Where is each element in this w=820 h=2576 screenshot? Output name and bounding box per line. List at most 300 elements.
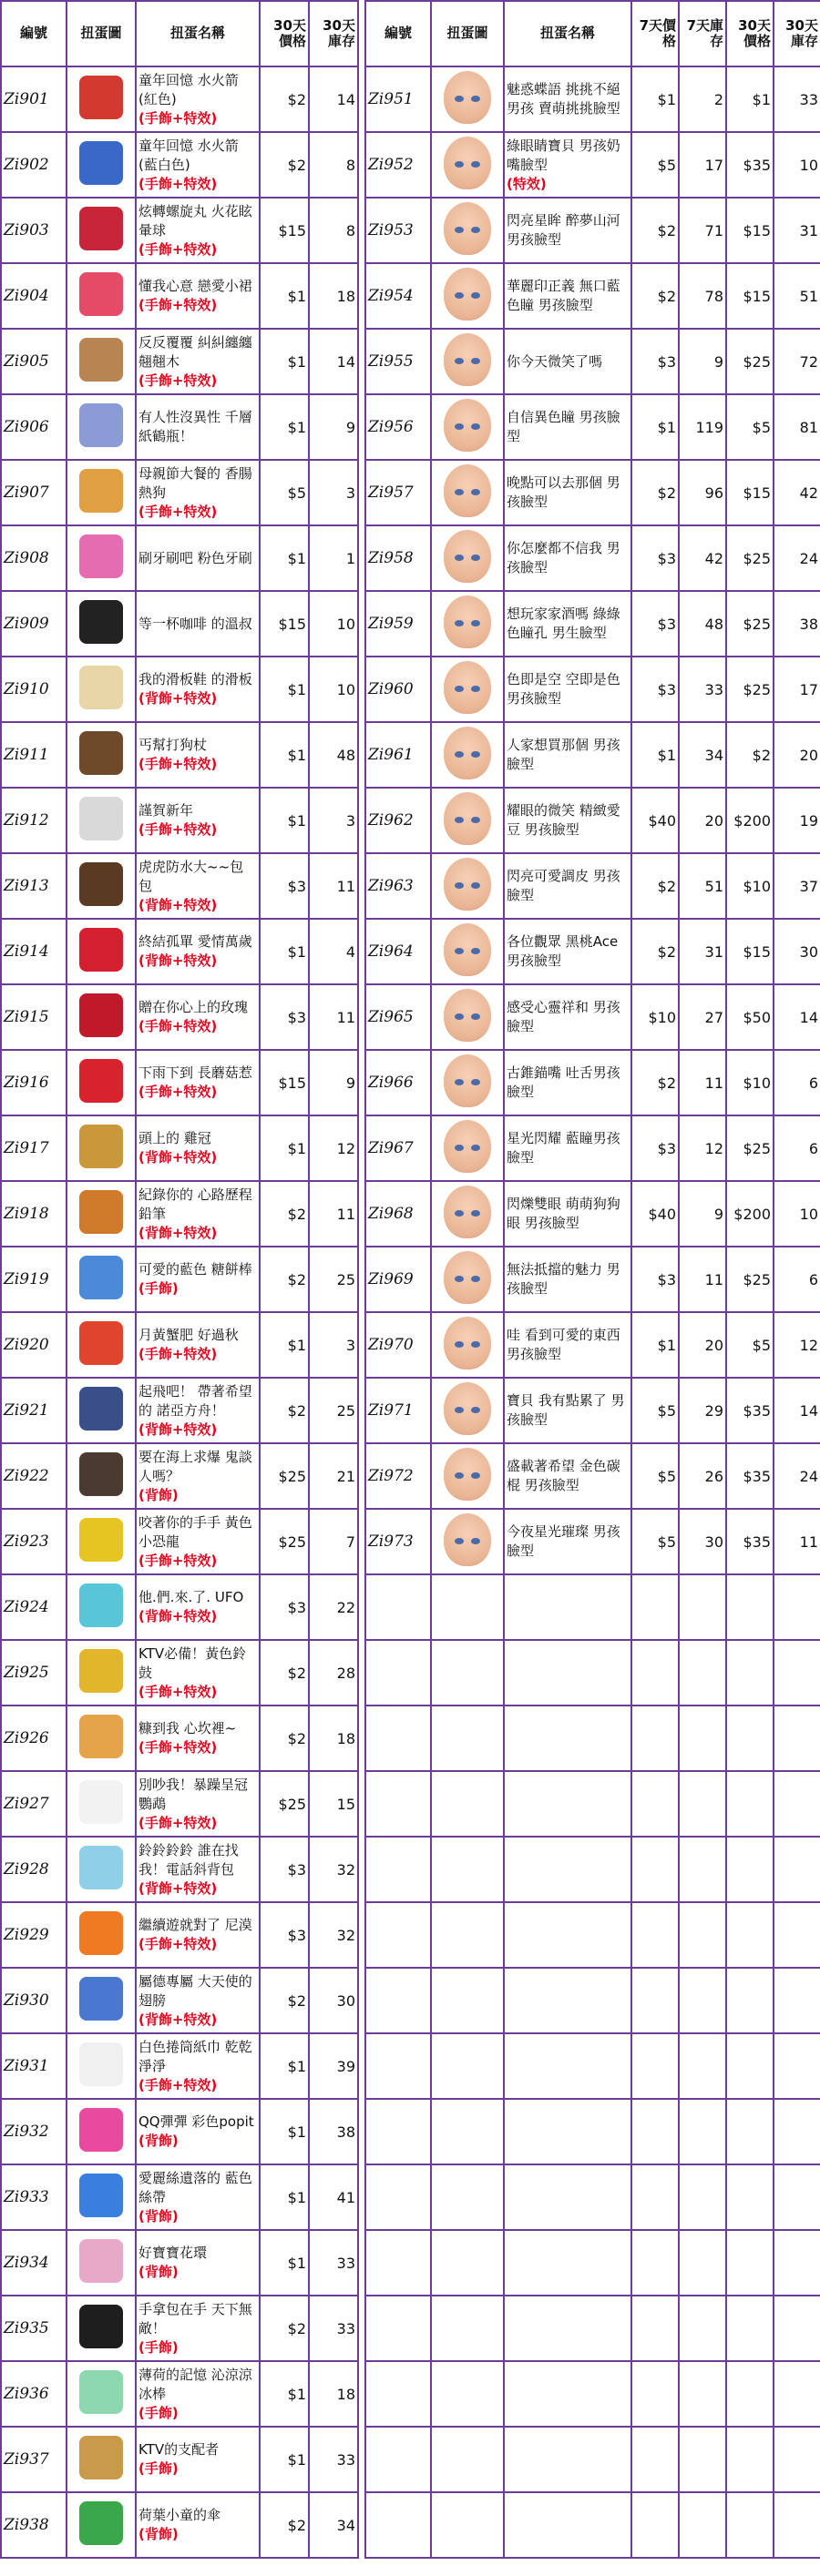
empty-row <box>365 1574 820 1640</box>
item-code: Zi956 <box>365 394 431 460</box>
price-7: $3 <box>631 1247 679 1312</box>
price-7: $10 <box>631 984 679 1050</box>
item-code: Zi952 <box>365 132 431 198</box>
item-name-cell <box>136 2361 260 2427</box>
item-image-cell <box>431 132 504 198</box>
table-row <box>1 1509 358 1574</box>
item-image-cell <box>67 2033 136 2099</box>
stock-30: 18 <box>309 263 358 329</box>
item-name-cell <box>136 722 260 788</box>
item-code: Zi904 <box>1 263 67 329</box>
table-row <box>1 1968 358 2033</box>
price-7: $40 <box>631 1181 679 1247</box>
table-row <box>1 1050 358 1115</box>
item-name: 人家想買那個 男孩臉型 <box>507 737 620 772</box>
empty-cell <box>365 2427 431 2492</box>
empty-cell <box>365 2296 431 2361</box>
price-30: $1 <box>260 525 309 591</box>
item-code: Zi901 <box>1 66 67 132</box>
cup-noodle-icon <box>79 1715 123 1758</box>
empty-cell <box>431 2164 504 2230</box>
item-name: 白色捲筒紙巾 乾乾淨淨 <box>138 2038 252 2074</box>
price-30: $2 <box>260 132 309 198</box>
item-type-tag: (背飾) <box>138 2207 179 2225</box>
item-name: 月黃蟹肥 好過秋 <box>138 1327 239 1343</box>
item-image-cell <box>431 1050 504 1115</box>
ktv-remote-icon <box>79 2436 123 2479</box>
item-name: 鈴鈴鈴鈴 誰在找我！電話斜背包 <box>138 1841 239 1878</box>
item-name: 等一杯咖啡 的溫叔 <box>138 615 252 632</box>
item-code: Zi930 <box>1 1968 67 2033</box>
item-name-cell <box>136 525 260 591</box>
item-type-tag: (手飾+特效) <box>138 1084 218 1100</box>
stock-30: 24 <box>774 1443 820 1509</box>
item-image-cell <box>431 198 504 263</box>
tambourine-icon <box>79 1649 123 1693</box>
table-row <box>1 132 358 198</box>
stock-7: 12 <box>679 1115 726 1181</box>
table-row <box>365 853 820 919</box>
item-type-tag: (手飾) <box>138 2404 179 2421</box>
price-30: $25 <box>260 1509 309 1574</box>
item-code: Zi973 <box>365 1509 431 1574</box>
table-row <box>365 1247 820 1312</box>
face-icon <box>444 333 491 386</box>
stock-30: 11 <box>309 1181 358 1247</box>
empty-cell <box>631 1837 679 1902</box>
item-code: Zi967 <box>365 1115 431 1181</box>
item-name: 繼續遊就對了 尼漠 <box>138 1917 252 1933</box>
item-name: 母親節大餐的 香腸熱狗 <box>138 464 252 501</box>
face-icon <box>444 858 491 911</box>
price-30: $1 <box>260 1115 309 1181</box>
face-icon <box>444 661 491 714</box>
stock-30: 20 <box>774 722 820 788</box>
table-row <box>1 394 358 460</box>
item-code: Zi924 <box>1 1574 67 1640</box>
face-icon <box>444 1317 491 1369</box>
item-name: 贈在你心上的玫瑰 <box>138 999 249 1015</box>
stock-30: 30 <box>309 1968 358 2033</box>
empty-row <box>365 1705 820 1771</box>
item-name-cell <box>136 1115 260 1181</box>
price-7: $3 <box>631 657 679 722</box>
stock-7: 78 <box>679 263 726 329</box>
item-name: 終結孤單 愛情萬歲 <box>138 933 252 950</box>
new-year-card-icon <box>79 797 123 840</box>
item-name-cell <box>504 591 631 657</box>
item-type-tag: (手飾) <box>138 2460 179 2477</box>
header-code: 編號 <box>365 1 431 66</box>
empty-cell <box>726 1771 774 1837</box>
item-name-cell <box>136 591 260 657</box>
item-code: Zi971 <box>365 1378 431 1443</box>
coffee-mug-icon <box>79 600 123 644</box>
item-type-tag: (背飾+特效) <box>138 896 218 913</box>
empty-cell <box>774 1968 820 2033</box>
item-code: Zi908 <box>1 525 67 591</box>
item-code: Zi931 <box>1 2033 67 2099</box>
item-name-cell <box>504 1050 631 1115</box>
empty-cell <box>631 2033 679 2099</box>
angel-wings-icon <box>79 1977 123 2021</box>
stock-30: 48 <box>309 722 358 788</box>
stock-7: 11 <box>679 1247 726 1312</box>
ufo-icon <box>79 1583 123 1627</box>
empty-cell <box>726 2230 774 2296</box>
table-row <box>365 198 820 263</box>
item-code: Zi966 <box>365 1050 431 1115</box>
item-name-cell <box>504 1115 631 1181</box>
cockatoo-icon <box>79 1780 123 1824</box>
empty-cell <box>774 2230 820 2296</box>
item-type-tag: (手飾+特效) <box>138 1346 218 1362</box>
price-7: $5 <box>631 1443 679 1509</box>
item-type-tag: (手飾+特效) <box>138 1018 218 1034</box>
item-type-tag: (手飾+特效) <box>138 1739 218 1756</box>
empty-cell <box>679 1574 726 1640</box>
stock-30: 18 <box>309 1705 358 1771</box>
tissue-roll-icon <box>79 2042 123 2086</box>
face-pacifier-icon <box>444 137 491 189</box>
blue-bow-icon <box>79 2174 123 2217</box>
price-30: $25 <box>260 1443 309 1509</box>
empty-cell <box>431 2230 504 2296</box>
empty-cell <box>504 1640 631 1705</box>
item-name-cell <box>504 394 631 460</box>
item-code: Zi972 <box>365 1443 431 1509</box>
item-type-tag: (背飾+特效) <box>138 1149 218 1166</box>
empty-cell <box>679 1771 726 1837</box>
item-image-cell <box>67 198 136 263</box>
clutch-bag-icon <box>79 2305 123 2348</box>
stock-7: 20 <box>679 788 726 853</box>
empty-cell <box>631 1640 679 1705</box>
empty-cell <box>726 2296 774 2361</box>
empty-cell <box>504 2492 631 2558</box>
empty-cell <box>631 1902 679 1968</box>
item-type-tag: (背飾+特效) <box>138 690 218 707</box>
item-image-cell <box>67 1115 136 1181</box>
item-name-cell <box>504 460 631 525</box>
stock-7: 34 <box>679 722 726 788</box>
item-name: 炫轉螺旋丸 火花眩暈球 <box>138 202 252 239</box>
rose-icon <box>79 993 123 1037</box>
item-code: Zi902 <box>1 132 67 198</box>
price-30: $1 <box>260 2230 309 2296</box>
price-30: $3 <box>260 1902 309 1968</box>
empty-cell <box>365 1574 431 1640</box>
item-name-cell <box>136 2230 260 2296</box>
stock-7: 9 <box>679 329 726 394</box>
item-name-cell <box>136 1443 260 1509</box>
item-name-cell <box>136 1705 260 1771</box>
item-name: 愛麗絲遺落的 藍色絲帶 <box>138 2169 252 2205</box>
face-icon <box>444 923 491 976</box>
table-row <box>1 2230 358 2296</box>
price-30: $3 <box>260 984 309 1050</box>
item-code: Zi958 <box>365 525 431 591</box>
item-name: 各位觀眾 黑桃Ace 男孩臉型 <box>507 933 619 969</box>
empty-cell <box>726 1574 774 1640</box>
table-row <box>1 66 358 132</box>
empty-row <box>365 2033 820 2099</box>
item-image-cell <box>431 525 504 591</box>
pencil-icon <box>79 1190 123 1234</box>
item-image-cell <box>431 1509 504 1574</box>
phone-bag-icon <box>79 1846 123 1889</box>
item-image-cell <box>431 263 504 329</box>
item-image-cell <box>431 1312 504 1378</box>
empty-cell <box>679 2361 726 2427</box>
item-image-cell <box>67 1443 136 1509</box>
empty-cell <box>365 1902 431 1968</box>
stock-7: 2 <box>679 66 726 132</box>
table-row <box>1 1705 358 1771</box>
empty-cell <box>726 1902 774 1968</box>
stock-30: 28 <box>309 1640 358 1705</box>
header-price-7: 7天價格 <box>631 1 679 66</box>
item-type-tag: (手飾+特效) <box>138 756 218 772</box>
table-row <box>365 329 820 394</box>
rocket-red-icon <box>79 76 123 119</box>
empty-cell <box>365 1771 431 1837</box>
stock-30: 21 <box>309 1443 358 1509</box>
stock-30: 8 <box>309 198 358 263</box>
item-image-cell <box>67 984 136 1050</box>
price-30: $200 <box>726 788 774 853</box>
item-name-cell <box>136 2164 260 2230</box>
empty-cell <box>774 1705 820 1771</box>
item-name: 虎虎防水大~~包包 <box>138 858 244 894</box>
lotus-leaf-icon <box>79 2501 123 2545</box>
empty-row <box>365 1837 820 1902</box>
item-name-cell <box>136 66 260 132</box>
empty-cell <box>431 1640 504 1705</box>
item-name: 盛載著希望 金色碳棍 男孩臉型 <box>507 1458 620 1493</box>
item-image-cell <box>431 722 504 788</box>
doll-icon <box>79 1452 123 1496</box>
stock-7: 17 <box>679 132 726 198</box>
item-name-cell <box>136 1640 260 1705</box>
stock-30: 6 <box>774 1115 820 1181</box>
item-name: 閃亮可愛調皮 男孩臉型 <box>507 868 620 903</box>
stock-30: 14 <box>309 66 358 132</box>
price-30: $2 <box>260 1968 309 2033</box>
item-code: Zi905 <box>1 329 67 394</box>
stock-30: 33 <box>309 2427 358 2492</box>
table-row <box>365 657 820 722</box>
empty-cell <box>726 1837 774 1902</box>
empty-cell <box>365 2164 431 2230</box>
item-code: Zi906 <box>1 394 67 460</box>
stock-7: 20 <box>679 1312 726 1378</box>
empty-cell <box>631 1771 679 1837</box>
table-row <box>1 1902 358 1968</box>
price-30: $35 <box>726 1378 774 1443</box>
table-row <box>1 2361 358 2427</box>
stock-7: 119 <box>679 394 726 460</box>
item-name-cell <box>504 657 631 722</box>
empty-cell <box>631 2427 679 2492</box>
item-type-tag: (背飾+特效) <box>138 2011 218 2028</box>
empty-cell <box>504 1705 631 1771</box>
spaceship-icon <box>79 1387 123 1431</box>
item-image-cell <box>67 2230 136 2296</box>
table-row <box>1 2492 358 2558</box>
item-name-cell <box>136 2033 260 2099</box>
item-code: Zi951 <box>365 66 431 132</box>
item-name: 感受心靈祥和 男孩臉型 <box>507 999 620 1034</box>
table-row <box>1 1837 358 1902</box>
empty-cell <box>431 1771 504 1837</box>
item-code: Zi959 <box>365 591 431 657</box>
table-row <box>1 2033 358 2099</box>
empty-row <box>365 1771 820 1837</box>
empty-cell <box>504 2099 631 2164</box>
empty-row <box>365 1640 820 1705</box>
table-row <box>1 1574 358 1640</box>
stock-30: 14 <box>309 329 358 394</box>
dinosaur-icon <box>79 1518 123 1562</box>
empty-cell <box>504 2164 631 2230</box>
stock-30: 34 <box>309 2492 358 2558</box>
item-name-cell <box>136 1312 260 1378</box>
left-gacha-table <box>0 0 359 2559</box>
price-30: $5 <box>726 1312 774 1378</box>
empty-cell <box>431 2492 504 2558</box>
item-code: Zi932 <box>1 2099 67 2164</box>
price-7: $2 <box>631 853 679 919</box>
empty-cell <box>431 1574 504 1640</box>
table-row <box>365 1050 820 1115</box>
face-icon <box>444 989 491 1042</box>
stock-30: 3 <box>309 788 358 853</box>
header-stock-30: 30天庫存 <box>309 1 358 66</box>
table-row <box>365 1443 820 1509</box>
stock-30: 11 <box>309 853 358 919</box>
table-row <box>1 329 358 394</box>
stock-30: 24 <box>774 525 820 591</box>
item-name-cell <box>136 984 260 1050</box>
price-30: $35 <box>726 1509 774 1574</box>
price-7: $1 <box>631 394 679 460</box>
empty-cell <box>365 2492 431 2558</box>
stock-30: 31 <box>774 198 820 263</box>
empty-row <box>365 2296 820 2361</box>
item-code: Zi965 <box>365 984 431 1050</box>
item-image-cell <box>67 525 136 591</box>
item-image-cell <box>67 460 136 525</box>
right-gacha-table <box>364 0 820 2559</box>
seesaw-icon <box>79 338 123 382</box>
empty-cell <box>631 2230 679 2296</box>
item-code: Zi964 <box>365 919 431 984</box>
table-row <box>1 788 358 853</box>
price-30: $35 <box>726 132 774 198</box>
stock-30: 39 <box>309 2033 358 2099</box>
table-row <box>1 1312 358 1378</box>
empty-cell <box>631 1705 679 1771</box>
face-icon <box>444 202 491 255</box>
item-code: Zi936 <box>1 2361 67 2427</box>
item-type-tag: (手飾+特效) <box>138 1683 218 1700</box>
empty-cell <box>431 1705 504 1771</box>
item-code: Zi911 <box>1 722 67 788</box>
price-30: $2 <box>260 2296 309 2361</box>
price-30: $1 <box>260 1312 309 1378</box>
stock-30: 18 <box>309 2361 358 2427</box>
empty-cell <box>365 1705 431 1771</box>
stock-30: 10 <box>309 657 358 722</box>
empty-cell <box>365 2033 431 2099</box>
price-7: $5 <box>631 132 679 198</box>
item-name: 荷葉小童的傘 <box>138 2507 221 2523</box>
price-30: $25 <box>726 329 774 394</box>
item-image-cell <box>67 1181 136 1247</box>
empty-row <box>365 2099 820 2164</box>
face-icon <box>444 727 491 779</box>
price-7: $2 <box>631 1050 679 1115</box>
table-row <box>1 853 358 919</box>
item-name: 閃亮星眸 醉夢山河 男孩臉型 <box>507 212 620 248</box>
item-image-cell <box>67 919 136 984</box>
stock-30: 41 <box>309 2164 358 2230</box>
empty-cell <box>504 1771 631 1837</box>
empty-cell <box>679 1640 726 1705</box>
item-image-cell <box>431 591 504 657</box>
item-name-cell <box>504 984 631 1050</box>
item-type-tag: (手飾+特效) <box>138 1936 218 1952</box>
item-name: 反反覆覆 糾糾纏纏 翹翹木 <box>138 333 252 370</box>
item-name: 自信異色瞳 男孩臉型 <box>507 409 620 444</box>
price-30: $3 <box>260 1837 309 1902</box>
table-row <box>365 919 820 984</box>
item-name-cell <box>136 919 260 984</box>
table-row <box>365 132 820 198</box>
table-row <box>1 1640 358 1705</box>
item-name: 有人性沒異性 千層紙鶴瓶！ <box>138 409 252 444</box>
item-type-tag: (手飾+特效) <box>138 240 218 258</box>
item-name: 咬著你的手手 黃色小恐龍 <box>138 1513 252 1550</box>
item-name-cell <box>136 2492 260 2558</box>
empty-cell <box>774 2361 820 2427</box>
table-row <box>1 525 358 591</box>
item-image-cell <box>67 132 136 198</box>
item-image-cell <box>431 1443 504 1509</box>
stock-7: 11 <box>679 1050 726 1115</box>
price-30: $5 <box>726 394 774 460</box>
item-code: Zi910 <box>1 657 67 722</box>
stock-30: 10 <box>774 1181 820 1247</box>
red-wings-icon <box>79 928 123 972</box>
empty-cell <box>726 2164 774 2230</box>
skateboard-icon <box>79 666 123 709</box>
item-image-cell <box>67 1837 136 1902</box>
stock-30: 42 <box>774 460 820 525</box>
popit-icon <box>79 2108 123 2152</box>
item-name-cell <box>504 1443 631 1509</box>
item-name-cell <box>504 1378 631 1443</box>
empty-cell <box>504 2427 631 2492</box>
item-type-tag: (手飾+特效) <box>138 1814 218 1831</box>
item-name: 別吵我！暴躁呈冠鸚鵡 <box>138 1776 249 1812</box>
empty-cell <box>679 1705 726 1771</box>
item-name: 薄荷的記憶 沁涼涼冰棒 <box>138 2366 252 2402</box>
empty-cell <box>504 2361 631 2427</box>
empty-cell <box>679 1968 726 2033</box>
item-image-cell <box>67 1312 136 1378</box>
